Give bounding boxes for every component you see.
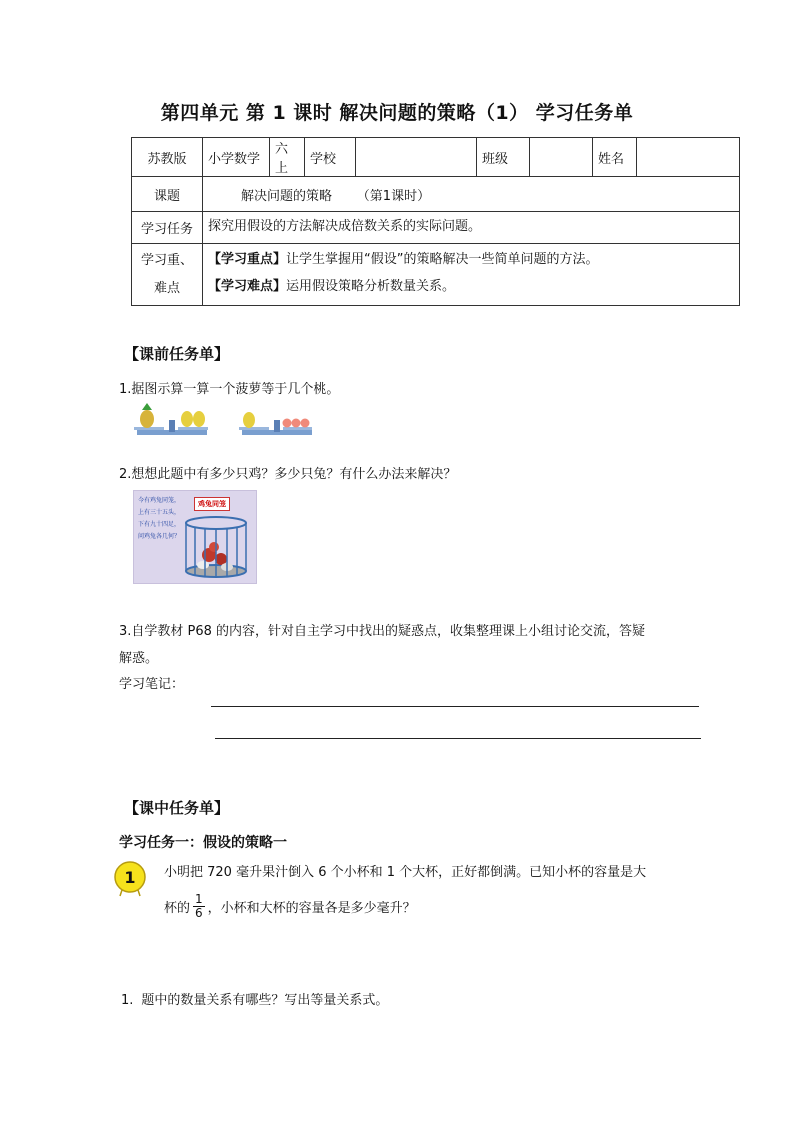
sub-question-text: 题中的数量关系有哪些？写出等量关系式。 (141, 993, 389, 1008)
problem-line2 (164, 893, 416, 920)
edition-cell: 苏教版 (132, 138, 203, 177)
notes-line-1[interactable] (211, 706, 699, 707)
problem-post: ，小杯和大杯的容量各是多少毫升？ (207, 901, 416, 916)
fraction-numerator: 1 (195, 892, 203, 906)
question-1: 1.据图示算一算一个菠萝等于几个桃。 (119, 382, 340, 397)
class-field[interactable] (530, 138, 593, 177)
difficult-point (208, 273, 734, 300)
badge-number: 1 (124, 868, 136, 887)
scale-left-icon (134, 403, 208, 435)
diff-text: 运用假设策略分析数量关系。 (286, 279, 456, 294)
in-class-heading: 【课中任务单】 (124, 799, 230, 817)
sub-question-number: 1. (121, 993, 134, 1008)
fraction-denominator: 6 (195, 906, 203, 920)
question-3-line2: 解惑。 (119, 651, 159, 666)
school-field[interactable] (356, 138, 477, 177)
focus-label (132, 244, 203, 306)
task-value: 探究用假设的方法解决成倍数关系的实际问题。 (203, 212, 740, 244)
school-label: 学校 (305, 138, 356, 177)
notes-label: 学习笔记： (119, 677, 185, 692)
notes-line-2[interactable] (215, 738, 701, 739)
topic-label: 课题 (132, 177, 203, 212)
key-text: 让学生掌握用“假设”的策略解决一些简单问题的方法。 (286, 252, 599, 267)
fraction (193, 893, 205, 920)
diff-tag: 【学习难点】 (208, 279, 287, 294)
question-3-line1: 3.自学教材 P68 的内容，针对自主学习中找出的疑惑点，收集整理课上小组讨论交流，答疑 (119, 624, 646, 639)
info-table (131, 137, 740, 306)
focus-label-line2: 难点 (153, 280, 180, 296)
pre-class-heading: 【课前任务单】 (124, 345, 230, 363)
cage-poster (133, 490, 257, 584)
key-tag: 【学习重点】 (208, 252, 287, 267)
poem-line-4: 问鸡兔各几何？ (138, 533, 181, 540)
task-label: 学习任务 (132, 212, 203, 244)
cage-icon (181, 515, 251, 579)
topic-value: 解决问题的策略 （第1课时） (203, 177, 740, 212)
scale-right-icon (239, 412, 312, 435)
focus-label-line1: 学习重、 (140, 252, 193, 268)
problem-line1: 小明把 720 毫升果汁倒入 6 个小杯和 1 个大杯，正好都倒满。已知小杯的容量是大 (164, 865, 647, 880)
number-badge-icon (112, 859, 148, 897)
poem-line-1: 今有鸡兔同笼， (138, 497, 181, 504)
focus-value (203, 244, 740, 306)
task-1-title: 学习任务一：假设的策略一 (119, 835, 287, 851)
name-label: 姓名 (593, 138, 637, 177)
question-2: 2.想想此题中有多少只鸡？多少只兔？有什么办法来解决？ (119, 467, 457, 482)
question-3 (119, 618, 699, 672)
poem-line-3: 下有九十四足， (138, 521, 181, 528)
poster-title: 鸡兔同笼 (194, 497, 230, 511)
page-title: 第四单元 第 1 课时 解决问题的策略（1） 学习任务单 (160, 102, 634, 124)
grade-cell: 六上 (270, 138, 305, 177)
poem (138, 495, 180, 543)
poem-line-2: 上有三十五头， (138, 509, 181, 516)
problem-pre: 杯的 (164, 901, 191, 916)
sub-question-1 (121, 989, 388, 1008)
name-field[interactable] (637, 138, 740, 177)
class-label: 班级 (477, 138, 530, 177)
key-point (208, 246, 734, 273)
balance-illustration (132, 402, 312, 442)
subject-cell: 小学数学 (203, 138, 270, 177)
